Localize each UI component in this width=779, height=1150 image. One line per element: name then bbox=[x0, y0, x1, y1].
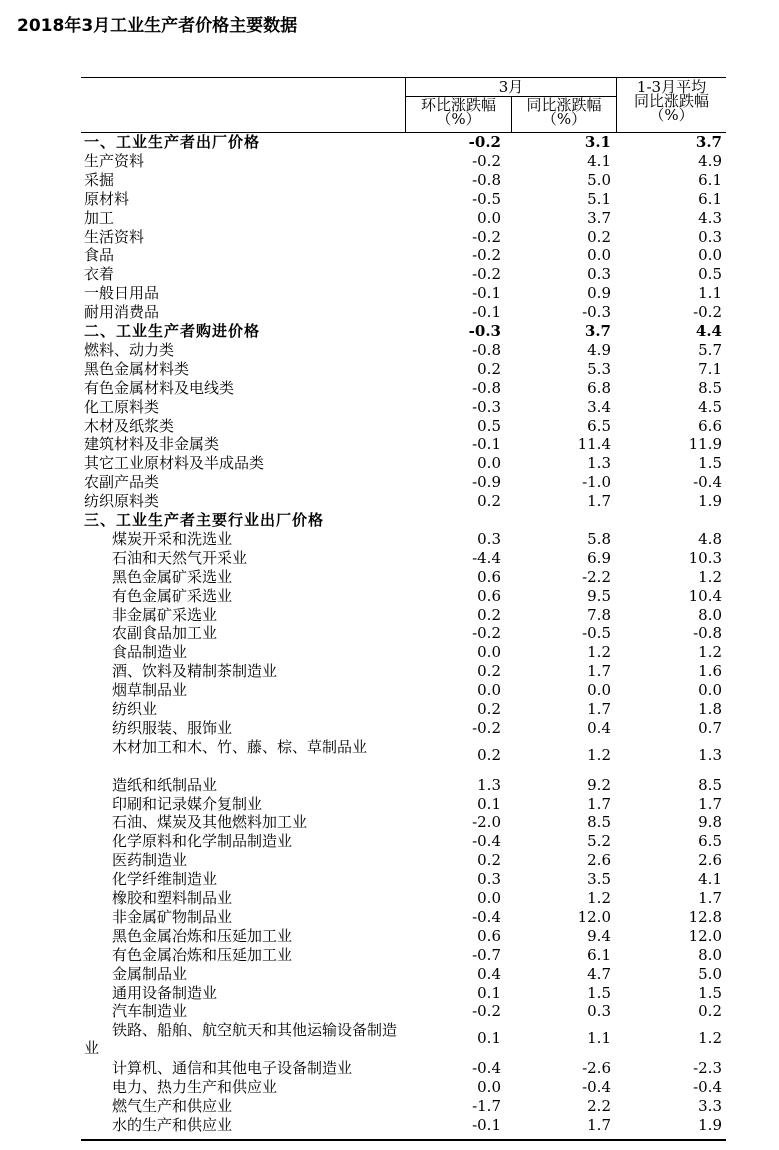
row-label: 电力、热力生产和供应业 bbox=[112, 1078, 278, 1096]
avg-value: -0.2 bbox=[693, 303, 722, 322]
mom-value: 0.6 bbox=[477, 567, 501, 586]
mom-value: -0.8 bbox=[472, 340, 501, 359]
row-label: 有色金属矿采选业 bbox=[112, 586, 233, 605]
table-row bbox=[81, 889, 726, 908]
avg-header-line3: （%） bbox=[649, 106, 694, 124]
yoy-value: 6.8 bbox=[587, 378, 611, 397]
row-label: 燃气生产和供应业 bbox=[112, 1096, 233, 1115]
avg-value: 8.5 bbox=[698, 775, 722, 794]
avg-value: -0.4 bbox=[693, 1078, 722, 1096]
yoy-value: 1.5 bbox=[587, 983, 611, 1002]
yoy-value: 0.3 bbox=[587, 1002, 611, 1021]
yoy-value: 4.9 bbox=[587, 340, 611, 359]
yoy-value: 1.7 bbox=[587, 1115, 611, 1134]
table-row bbox=[81, 265, 726, 284]
avg-value: 1.7 bbox=[698, 794, 722, 813]
mom-value: 0.2 bbox=[477, 745, 501, 764]
yoy-value: 6.5 bbox=[587, 416, 611, 435]
mom-value: 0.1 bbox=[477, 794, 501, 813]
row-label: 金属制品业 bbox=[112, 964, 188, 983]
table-row bbox=[81, 133, 726, 152]
page-title: 2018年3月工业生产者价格主要数据 bbox=[17, 16, 298, 36]
avg-value: 3.7 bbox=[695, 133, 722, 151]
row-label: 汽车制造业 bbox=[112, 1002, 188, 1021]
avg-value: 8.0 bbox=[698, 605, 722, 624]
row-label: 化学纤维制造业 bbox=[112, 870, 218, 889]
yoy-value: -0.4 bbox=[582, 1078, 611, 1096]
table-row bbox=[81, 284, 726, 303]
table-row bbox=[81, 738, 726, 776]
table-row bbox=[81, 511, 726, 530]
avg-value: 4.4 bbox=[695, 322, 722, 340]
mom-value: -0.2 bbox=[472, 151, 501, 170]
avg-value: 11.9 bbox=[688, 435, 722, 454]
avg-value: 1.3 bbox=[698, 745, 722, 764]
avg-value: 6.1 bbox=[698, 170, 722, 189]
yoy-value: 1.7 bbox=[587, 662, 611, 681]
table-row bbox=[81, 851, 726, 870]
yoy-value: 0.0 bbox=[587, 681, 611, 700]
row-label: 非金属矿采选业 bbox=[112, 605, 218, 624]
table-row bbox=[81, 171, 726, 190]
table-row bbox=[81, 984, 726, 1003]
mom-value: -0.9 bbox=[472, 473, 501, 492]
yoy-value: 2.6 bbox=[587, 851, 611, 870]
table-bottom-rule bbox=[81, 1139, 726, 1141]
yoy-header-line1: 同比涨跌幅 bbox=[526, 96, 602, 114]
yoy-header bbox=[512, 98, 616, 126]
avg-value: 7.1 bbox=[698, 359, 722, 378]
row-label: 食品 bbox=[84, 246, 115, 265]
mom-value: 1.3 bbox=[477, 775, 501, 794]
avg-value: 10.4 bbox=[688, 586, 722, 605]
yoy-value: -2.6 bbox=[582, 1059, 611, 1078]
avg-value: 1.1 bbox=[698, 284, 722, 303]
mom-value: -0.1 bbox=[472, 435, 501, 454]
yoy-value: 8.5 bbox=[587, 813, 611, 832]
table-row bbox=[81, 832, 726, 851]
table-row bbox=[81, 927, 726, 946]
row-label: 石油、煤炭及其他燃料加工业 bbox=[112, 813, 308, 832]
table-row bbox=[81, 1021, 726, 1059]
table-row bbox=[81, 454, 726, 473]
row-label: 非金属矿物制品业 bbox=[112, 907, 233, 926]
table-row bbox=[81, 870, 726, 889]
table-row bbox=[81, 398, 726, 417]
table-row bbox=[81, 530, 726, 549]
row-label: 有色金属材料及电线类 bbox=[84, 378, 235, 397]
yoy-value: 3.7 bbox=[584, 322, 611, 340]
row-label: 铁路、船舶、航空航天和其他运输设备制造业 bbox=[84, 1021, 398, 1058]
avg-header bbox=[617, 80, 726, 122]
table-row bbox=[81, 643, 726, 662]
avg-value: 0.0 bbox=[698, 681, 722, 700]
mom-value: -0.2 bbox=[472, 246, 501, 265]
row-label: 黑色金属冶炼和压延加工业 bbox=[112, 926, 293, 945]
table-row bbox=[81, 1097, 726, 1116]
mom-value: 0.1 bbox=[477, 983, 501, 1002]
yoy-value: 4.7 bbox=[587, 964, 611, 983]
yoy-value: 7.8 bbox=[587, 605, 611, 624]
row-label: 水的生产和供应业 bbox=[112, 1115, 233, 1134]
mom-value: 0.5 bbox=[477, 416, 501, 435]
mom-value: 0.2 bbox=[477, 851, 501, 870]
yoy-value: 4.1 bbox=[587, 151, 611, 170]
row-label: 建筑材料及非金属类 bbox=[84, 435, 220, 454]
yoy-value: 5.0 bbox=[587, 170, 611, 189]
yoy-value: 11.4 bbox=[577, 435, 611, 454]
row-label: 食品制造业 bbox=[112, 643, 188, 662]
yoy-value: 1.7 bbox=[587, 794, 611, 813]
mom-value: -0.3 bbox=[468, 322, 501, 340]
mom-value: -0.7 bbox=[472, 945, 501, 964]
row-label: 医药制造业 bbox=[112, 851, 188, 870]
table-row bbox=[81, 1059, 726, 1078]
table-row bbox=[81, 587, 726, 606]
avg-value: 1.2 bbox=[698, 567, 722, 586]
row-label: 纺织业 bbox=[112, 700, 158, 718]
yoy-value: 5.3 bbox=[587, 359, 611, 378]
row-label: 造纸和纸制品业 bbox=[112, 775, 218, 794]
yoy-value: 0.2 bbox=[587, 227, 611, 246]
table-row bbox=[81, 152, 726, 171]
mom-value: 0.0 bbox=[477, 1078, 501, 1096]
row-label: 加工 bbox=[84, 208, 115, 227]
mom-value: -0.8 bbox=[472, 378, 501, 397]
yoy-value: 3.4 bbox=[587, 397, 611, 416]
table-row bbox=[81, 303, 726, 322]
table-row bbox=[81, 1078, 726, 1097]
avg-value: 8.5 bbox=[698, 378, 722, 397]
row-label: 煤炭开采和洗选业 bbox=[112, 529, 233, 548]
avg-value: 4.3 bbox=[698, 208, 722, 227]
table-row bbox=[81, 190, 726, 209]
mom-value: 0.2 bbox=[477, 700, 501, 718]
avg-value: 12.8 bbox=[688, 907, 722, 926]
avg-value: 5.7 bbox=[698, 340, 722, 359]
mom-value: 0.0 bbox=[477, 208, 501, 227]
mom-value: -0.2 bbox=[472, 265, 501, 284]
table-row bbox=[81, 417, 726, 436]
table-row bbox=[81, 624, 726, 643]
row-label: 计算机、通信和其他电子设备制造业 bbox=[112, 1059, 353, 1078]
mom-value: -0.1 bbox=[472, 1115, 501, 1134]
table-row bbox=[81, 209, 726, 228]
avg-value: 4.5 bbox=[698, 397, 722, 416]
mom-value: 0.4 bbox=[477, 964, 501, 983]
mom-header-line1: 环比涨跌幅 bbox=[420, 96, 496, 114]
table-row bbox=[81, 1002, 726, 1021]
month-group-header: 3月 bbox=[498, 78, 524, 96]
mom-value: -0.4 bbox=[472, 1059, 501, 1078]
table-row bbox=[81, 435, 726, 454]
yoy-value: -0.5 bbox=[582, 624, 611, 643]
table-top-rule bbox=[81, 77, 726, 78]
avg-value: 4.8 bbox=[698, 529, 722, 548]
yoy-value: 1.7 bbox=[587, 700, 611, 718]
yoy-value: 0.4 bbox=[587, 718, 611, 737]
yoy-value: 1.2 bbox=[587, 889, 611, 907]
avg-value: 2.6 bbox=[698, 851, 722, 870]
avg-value: 1.2 bbox=[698, 1029, 722, 1048]
yoy-value: -1.0 bbox=[582, 473, 611, 492]
avg-value: 6.1 bbox=[698, 189, 722, 208]
avg-value: 3.3 bbox=[698, 1096, 722, 1115]
avg-value: 1.9 bbox=[698, 492, 722, 511]
avg-value: 9.8 bbox=[698, 813, 722, 832]
row-label: 耐用消费品 bbox=[84, 303, 160, 322]
table-row bbox=[81, 908, 726, 927]
avg-value: 1.5 bbox=[698, 983, 722, 1002]
row-label: 黑色金属材料类 bbox=[84, 359, 190, 378]
avg-value: 0.7 bbox=[698, 718, 722, 737]
avg-header-line2: 同比涨跌幅 bbox=[633, 92, 709, 110]
row-label: 化学原料和化学制品制造业 bbox=[112, 832, 293, 851]
row-label: 木材及纸浆类 bbox=[84, 416, 175, 435]
yoy-value: -2.2 bbox=[582, 567, 611, 586]
table-row bbox=[81, 379, 726, 398]
table-row bbox=[81, 246, 726, 265]
mom-value: 0.2 bbox=[477, 605, 501, 624]
row-label: 三、工业生产者主要行业出厂价格 bbox=[84, 511, 325, 529]
avg-value: 1.7 bbox=[698, 889, 722, 907]
mom-value: -0.3 bbox=[472, 397, 501, 416]
avg-value: 12.0 bbox=[688, 926, 722, 945]
row-label: 通用设备制造业 bbox=[112, 983, 218, 1002]
mom-value: 0.2 bbox=[477, 662, 501, 681]
avg-value: 1.2 bbox=[698, 643, 722, 662]
yoy-value: 9.2 bbox=[587, 775, 611, 794]
mom-value: -0.2 bbox=[472, 1002, 501, 1021]
table-row bbox=[81, 606, 726, 625]
yoy-value: 0.3 bbox=[587, 265, 611, 284]
table-row bbox=[81, 322, 726, 341]
yoy-value: 1.1 bbox=[587, 1029, 611, 1048]
row-label: 有色金属冶炼和压延加工业 bbox=[112, 945, 293, 964]
row-label: 二、工业生产者购进价格 bbox=[84, 322, 261, 340]
mom-value: 0.0 bbox=[477, 643, 501, 662]
row-label: 橡胶和塑料制品业 bbox=[112, 889, 233, 907]
yoy-value: 6.1 bbox=[587, 945, 611, 964]
mom-value: 0.3 bbox=[477, 529, 501, 548]
mom-value: -0.1 bbox=[472, 303, 501, 322]
yoy-value: 1.2 bbox=[587, 745, 611, 764]
mom-value: -2.0 bbox=[472, 813, 501, 832]
yoy-value: 12.0 bbox=[577, 907, 611, 926]
mom-value: 0.3 bbox=[477, 870, 501, 889]
avg-header-line1: 1-3月平均 bbox=[636, 78, 707, 96]
mom-value: -4.4 bbox=[472, 548, 501, 567]
yoy-value: 9.5 bbox=[587, 586, 611, 605]
yoy-value: 2.2 bbox=[587, 1096, 611, 1115]
row-label: 烟草制品业 bbox=[112, 681, 188, 700]
table-row bbox=[81, 1116, 726, 1135]
avg-value: 4.9 bbox=[698, 151, 722, 170]
yoy-value: 0.9 bbox=[587, 284, 611, 303]
row-label: 石油和天然气开采业 bbox=[112, 548, 248, 567]
table-row bbox=[81, 341, 726, 360]
avg-value: 6.6 bbox=[698, 416, 722, 435]
mom-value: 0.0 bbox=[477, 454, 501, 473]
table-row bbox=[81, 681, 726, 700]
avg-value: -0.4 bbox=[693, 473, 722, 492]
avg-value: -2.3 bbox=[693, 1059, 722, 1078]
row-label: 生活资料 bbox=[84, 227, 145, 246]
mom-value: 0.2 bbox=[477, 492, 501, 511]
mom-value: -0.2 bbox=[468, 133, 501, 151]
yoy-value: 3.7 bbox=[587, 208, 611, 227]
avg-value: 5.0 bbox=[698, 964, 722, 983]
mom-value: 0.0 bbox=[477, 681, 501, 700]
row-label: 采掘 bbox=[84, 170, 115, 189]
mom-value: -0.4 bbox=[472, 907, 501, 926]
yoy-value: 5.2 bbox=[587, 832, 611, 851]
yoy-value: 1.7 bbox=[587, 492, 611, 511]
yoy-value: 5.8 bbox=[587, 529, 611, 548]
table-row bbox=[81, 662, 726, 681]
table-row bbox=[81, 946, 726, 965]
mom-value: -0.4 bbox=[472, 832, 501, 851]
yoy-value: 3.5 bbox=[587, 870, 611, 889]
table-row bbox=[81, 549, 726, 568]
row-label: 燃料、动力类 bbox=[84, 340, 175, 359]
avg-value: -0.8 bbox=[693, 624, 722, 643]
table-row bbox=[81, 473, 726, 492]
table-row bbox=[81, 813, 726, 832]
row-label: 纺织服装、服饰业 bbox=[112, 718, 233, 737]
yoy-value: 6.9 bbox=[587, 548, 611, 567]
table-row bbox=[81, 795, 726, 814]
mom-value: 0.0 bbox=[477, 889, 501, 907]
yoy-header-line2: （%） bbox=[541, 110, 587, 128]
row-label: 木材加工和木、竹、藤、棕、草制品业 bbox=[112, 737, 368, 756]
avg-value: 1.8 bbox=[698, 700, 722, 718]
row-label: 纺织原料类 bbox=[84, 492, 160, 511]
mom-value: -0.5 bbox=[472, 189, 501, 208]
mom-value: -0.1 bbox=[472, 284, 501, 303]
row-label: 农副食品加工业 bbox=[112, 624, 218, 643]
yoy-value: 9.4 bbox=[587, 926, 611, 945]
row-label: 衣着 bbox=[84, 265, 115, 284]
mom-value: -0.2 bbox=[472, 227, 501, 246]
avg-value: 1.9 bbox=[698, 1115, 722, 1134]
table-row bbox=[81, 776, 726, 795]
mom-value: 0.6 bbox=[477, 586, 501, 605]
row-label: 印刷和记录媒介复制业 bbox=[112, 794, 263, 813]
mom-header bbox=[406, 98, 511, 126]
table-row bbox=[81, 568, 726, 587]
row-label: 其它工业原材料及半成品类 bbox=[84, 454, 265, 473]
row-label: 化工原料类 bbox=[84, 397, 160, 416]
table-row bbox=[81, 719, 726, 738]
table-row bbox=[81, 492, 726, 511]
avg-value: 8.0 bbox=[698, 945, 722, 964]
yoy-value: 1.3 bbox=[587, 454, 611, 473]
mom-value: -1.7 bbox=[472, 1096, 501, 1115]
row-label: 生产资料 bbox=[84, 151, 145, 170]
yoy-value: 5.1 bbox=[587, 189, 611, 208]
yoy-value: 0.0 bbox=[587, 246, 611, 265]
avg-value: 10.3 bbox=[688, 548, 722, 567]
row-label: 原材料 bbox=[84, 189, 130, 208]
mom-value: 0.6 bbox=[477, 926, 501, 945]
mom-header-line2: （%） bbox=[436, 110, 481, 128]
avg-value: 0.0 bbox=[698, 246, 722, 265]
avg-value: 0.3 bbox=[698, 227, 722, 246]
avg-value: 4.1 bbox=[698, 870, 722, 889]
table-row bbox=[81, 700, 726, 719]
row-label: 农副产品类 bbox=[84, 473, 160, 492]
table-row bbox=[81, 228, 726, 247]
avg-value: 0.2 bbox=[698, 1002, 722, 1021]
avg-value: 1.5 bbox=[698, 454, 722, 473]
mom-value: -0.2 bbox=[472, 624, 501, 643]
yoy-value: -0.3 bbox=[582, 303, 611, 322]
table-row bbox=[81, 360, 726, 379]
mom-value: -0.2 bbox=[472, 718, 501, 737]
avg-value: 6.5 bbox=[698, 832, 722, 851]
mom-value: -0.8 bbox=[472, 170, 501, 189]
row-label: 酒、饮料及精制茶制造业 bbox=[112, 662, 278, 681]
table-row bbox=[81, 965, 726, 984]
yoy-value: 1.2 bbox=[587, 643, 611, 662]
mom-value: 0.2 bbox=[477, 359, 501, 378]
mom-value: 0.1 bbox=[477, 1029, 501, 1048]
row-label: 一、工业生产者出厂价格 bbox=[84, 133, 261, 151]
row-label: 一般日用品 bbox=[84, 284, 160, 303]
avg-value: 0.5 bbox=[698, 265, 722, 284]
row-label: 黑色金属矿采选业 bbox=[112, 567, 233, 586]
avg-value: 1.6 bbox=[698, 662, 722, 681]
yoy-value: 3.1 bbox=[584, 133, 611, 151]
